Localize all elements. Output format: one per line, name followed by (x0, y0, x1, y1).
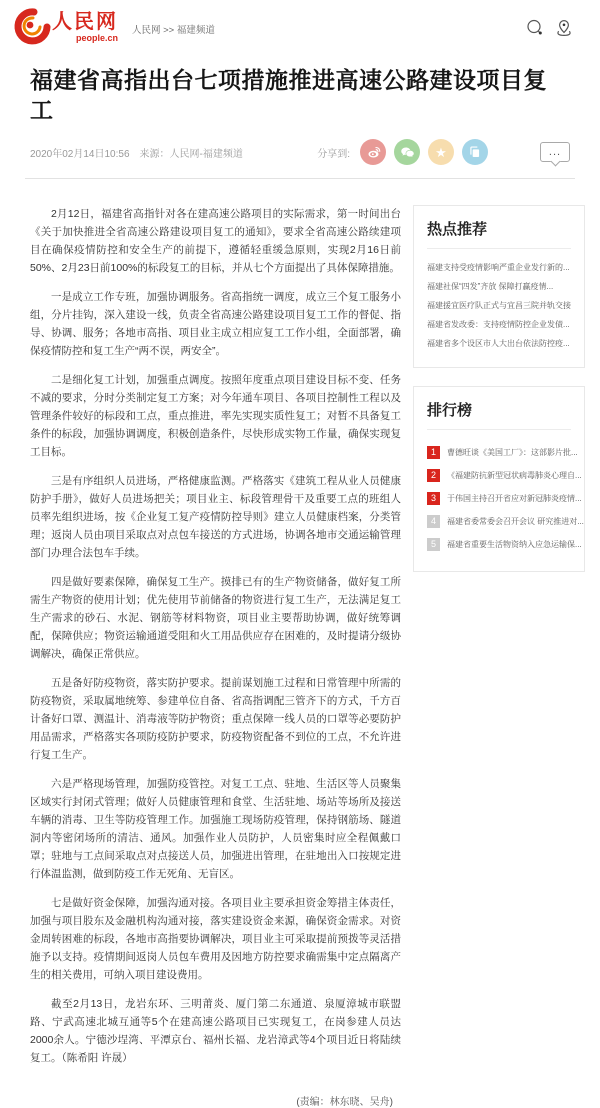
people-logo[interactable] (14, 9, 118, 45)
logo-cn-text: 人民网 (52, 11, 118, 33)
rank-item-text: 《福建防抗新型冠状病毒肺炎心理自... (447, 471, 582, 480)
rank-list-item[interactable] (427, 469, 582, 482)
article-paragraph: 二是细化复工计划，加强重点调度。按照年度重点项目建设目标不变、任务不减的要求，分时分类制定复工方案；对今年通车项目、各项目控制性工程以及管理条件较好的标段和工点，重点推进，率先实现实质性复工；对暂不具备复工条件的标段，加强协调调度，积极创造条件，尽快形成实物工作量，确保实现复工目标。 (30, 374, 401, 458)
hot-recommend-panel (413, 205, 585, 368)
hot-list-item[interactable]: 福建省发改委：支持疫情防控企业发债... (427, 320, 570, 329)
hot-list-item[interactable]: 福建省多个设区市人大出台依法防控疫... (427, 339, 570, 348)
rank-badge: 5 (427, 538, 440, 551)
weibo-share-icon[interactable] (360, 139, 386, 165)
comment-icon[interactable] (540, 142, 570, 162)
article-paragraph: 截至2月13日，龙岩东环、三明莆炎、厦门第二东通道、泉厦漳城市联盟路、宁武高速北城互通等5个在建高速公路项目已实现复工，在岗参建人员达2000余人。宁德沙埕湾、平潭京台、福州长福、龙岩漳武等4个项目近日将陆续复工。（陈希阳 许晟） (30, 998, 401, 1064)
editor-note: (责编：林东晓、吴舟) (296, 1097, 393, 1108)
rank-item-text: 曹德旺谈《美国工厂》：这部影片批... (447, 448, 578, 457)
search-icon[interactable] (525, 18, 545, 38)
content-area (0, 205, 600, 1108)
hot-recommend-title: 热点推荐 (427, 218, 571, 249)
comment-dots: ... (548, 146, 562, 158)
hot-list-item[interactable]: 福建援宜医疗队正式与宜昌三院并轨交接 (427, 301, 571, 310)
hot-list-item[interactable]: 福建社保“四发”齐放 保障打赢疫情... (427, 282, 554, 291)
rank-item-text: 福建省重要生活物资纳入应急运输保... (447, 540, 582, 549)
ranking-panel (413, 386, 585, 572)
location-icon[interactable] (554, 18, 574, 38)
logo-en-text: people.cn (75, 33, 118, 43)
wechat-share-icon[interactable] (394, 139, 420, 165)
article-paragraph: 六是严格现场管理，加强防疫管控。对复工工点、驻地、生活区等人员聚集区域实行封闭式管理；做好人员健康管理和食堂、生活驻地、场站等场所及接送车辆的消毒、卫生等防疫管理工作。加强施工现场防疫管理，保持钢筋场、隧道洞内等密闭场所的清洁、通风。加强作业人员防护，人员密集时应全程佩戴口罩；驻地与工点间采取点对点接送人员，加强进出管理，在驻地出入口按规定进行体温监测，做到防疫工作无死角、无盲区。 (30, 778, 401, 880)
copylink-share-icon[interactable] (462, 139, 488, 165)
article-column (30, 205, 401, 1108)
article-meta (30, 145, 317, 160)
rank-badge: 2 (427, 469, 440, 482)
share-label: 分享到: (317, 148, 350, 160)
article-body (30, 205, 401, 1067)
rank-item-text: 于伟国主持召开省应对新冠肺炎疫情... (447, 494, 582, 503)
article-paragraph: 三是有序组织人员进场，严格健康监测。严格落实《建筑工程从业人员健康防护手册》，做好人员进场把关；项目业主、标段管理骨干及重要工点的班组人员率先组织进场，按《企业复工复产疫情防控导则》建立人员健康档案，分类管理；返岗人员由项目采取点对点包车接送的方式进场，协调各地市交通运输管理部门办理合法包车手续。 (30, 475, 401, 559)
logo-text (52, 11, 118, 43)
rank-item-text: 福建省委常委会召开会议 研究推进对... (447, 517, 584, 526)
qzone-share-icon[interactable] (428, 139, 454, 165)
source-label: 来源： (139, 148, 170, 160)
article-paragraph: 五是备好防疫物资，落实防护要求。提前谋划施工过程和日常管理中所需的防疫物资，采取属地统筹、参建单位自备、省高指调配三管齐下的方式，千方百计备好口罩、测温计、消毒液等防护物资；重点保障一线人员的口罩等必要防护用品需求，严格落实各项防疫防护要求，防疫物资配备不到位的工点，不允许进行复工生产。 (30, 677, 401, 761)
breadcrumb[interactable]: 人民网 >> 福建频道 (132, 25, 215, 36)
publish-date: 2020年02月14日10:56 (30, 148, 130, 160)
rank-badge: 4 (427, 515, 440, 528)
rank-list (427, 430, 584, 551)
rank-list-item[interactable] (427, 538, 582, 551)
rank-list-item[interactable] (427, 446, 578, 459)
rank-badge: 3 (427, 492, 440, 505)
page-title: 福建省高指出台七项措施推进高速公路建设项目复工 (30, 67, 547, 123)
header-icons (525, 18, 574, 38)
rank-list-item[interactable] (427, 492, 582, 505)
ranking-title: 排行榜 (427, 399, 571, 430)
rank-badge: 1 (427, 446, 440, 459)
article-paragraph: 七是做好资金保障，加强沟通对接。各项目业主要承担资金筹措主体责任，加强与项目股东及金融机构沟通对接，落实建设资金来源，确保资金需求。对资金周转困难的标段，各地市高指要协调解决，项目业主可采取提前预拨等灵活措施予以支持。疫情期间返岗人员包车费用及因地方防控要求确需集中定点隔离产生的相关费用，可纳入项目建设费用。 (30, 897, 401, 981)
hot-list (427, 249, 571, 349)
sidebar (413, 205, 585, 1108)
site-header (0, 0, 600, 51)
source-link[interactable]: 人民网-福建频道 (169, 148, 243, 160)
article-paragraph: 一是成立工作专班，加强协调服务。省高指统一调度，成立三个复工服务小组，分片挂钩，深入建设一线，负责全省高速公路建设项目复工工作的督促、指导、协调、服务；各地市高指、项目业主成立相应复工工作小组，全面部署，确保疫情防控和复工生产“两不误，两安全”。 (30, 291, 401, 357)
article-paragraph: 四是做好要素保障，确保复工生产。摸排已有的生产物资储备，做好复工所需生产物资的使用计划；优先使用节前储备的物资进行复工生产，无法满足复工生产需求的砂石、水泥、钢筋等材料物资，项目业主要帮助协调，做好统筹调配，保障供应；物资运输通道受阻和火工用品供应存在困难的，及时提请分级协调解决，确保正常供应。 (30, 576, 401, 660)
meta-row (0, 125, 600, 165)
people-logo-icon (14, 9, 50, 45)
rank-list-item[interactable] (427, 515, 584, 528)
header-divider (25, 178, 575, 179)
hot-list-item[interactable]: 福建支持受疫情影响严重企业发行新的... (427, 263, 570, 272)
share-bar (317, 139, 488, 165)
article-paragraph: 2月12日，福建省高指针对各在建高速公路项目的实际需求，第一时间出台《关于加快推进全省高速公路建设项目复工的通知》，要求全省高速公路续建项目在确保疫情防控和安全生产的前提下，遵循轻重缓急原则，实现2月16日前50%、2月23日前100%的标段复工的目标，并从七个方面提出了具体保障措施。 (30, 208, 401, 274)
